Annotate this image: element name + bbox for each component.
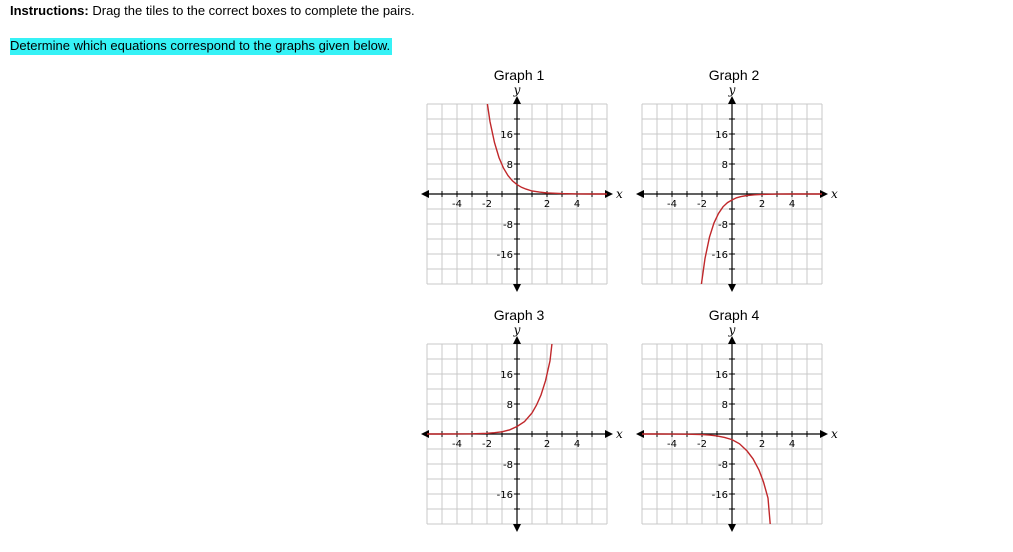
y-tick-label: 8: [506, 400, 513, 411]
x-tick-label: 2: [543, 439, 551, 450]
y-tick-label: -16: [711, 250, 728, 261]
x-tick-label: -2: [482, 199, 492, 210]
x-tick-label: -4: [667, 199, 677, 210]
x-tick-label: 4: [788, 439, 796, 450]
x-axis-label: x: [616, 187, 623, 201]
x-axis-right-arrow: [820, 430, 828, 438]
y-tick-label: -16: [711, 490, 728, 501]
y-tick-label: 8: [506, 160, 513, 171]
graph-title: Graph 2: [708, 67, 760, 83]
x-axis-right-arrow: [605, 430, 613, 438]
y-tick-label: 8: [721, 400, 728, 411]
x-tick-label: -2: [482, 439, 492, 450]
x-tick-label: 4: [788, 199, 796, 210]
x-tick-label: -2: [697, 439, 707, 450]
x-axis-left-arrow: [636, 190, 644, 198]
y-tick-label: -8: [503, 460, 513, 471]
y-tick-label: -16: [496, 250, 513, 261]
y-tick-label: 16: [500, 130, 513, 141]
graph-panel-2: [642, 67, 842, 307]
x-tick-label: 4: [573, 199, 581, 210]
instructions: [10, 3, 415, 19]
y-axis-label: y: [513, 323, 521, 337]
x-tick-label: -4: [452, 439, 462, 450]
y-tick-label: -8: [503, 220, 513, 231]
y-axis-down-arrow: [728, 524, 736, 532]
y-axis-up-arrow: [513, 96, 521, 104]
y-tick-label: -8: [718, 220, 728, 231]
y-axis-down-arrow: [513, 524, 521, 532]
graph-plot: [642, 67, 842, 307]
graph-title: Graph 3: [493, 307, 545, 323]
y-tick-label: -16: [496, 490, 513, 501]
question-prompt: Determine which equations correspond to the graphs given below.: [10, 38, 391, 53]
graph-panel-1: [427, 67, 627, 307]
graph-plot: [642, 307, 842, 547]
x-tick-label: -2: [697, 199, 707, 210]
instructions-lead: Instructions:: [10, 3, 89, 18]
y-axis-label: y: [728, 83, 736, 97]
y-tick-label: 16: [500, 370, 513, 381]
y-axis-up-arrow: [728, 96, 736, 104]
x-axis-label: x: [831, 187, 838, 201]
graph-title: Graph 1: [493, 67, 545, 83]
x-tick-label: -4: [667, 439, 677, 450]
x-axis-label: x: [831, 427, 838, 441]
x-tick-label: 2: [543, 199, 551, 210]
y-axis-up-arrow: [728, 336, 736, 344]
x-axis-label: x: [616, 427, 623, 441]
x-tick-label: 2: [758, 439, 766, 450]
y-axis-label: y: [513, 83, 521, 97]
x-axis-left-arrow: [421, 190, 429, 198]
y-tick-label: 8: [721, 160, 728, 171]
graph-plot: [427, 307, 627, 547]
y-axis-down-arrow: [513, 284, 521, 292]
y-axis-up-arrow: [513, 336, 521, 344]
y-axis-down-arrow: [728, 284, 736, 292]
graph-panel-3: [427, 307, 627, 547]
graph-panel-4: [642, 307, 842, 547]
y-tick-label: 16: [715, 130, 728, 141]
x-tick-label: 4: [573, 439, 581, 450]
instructions-text: Drag the tiles to the correct boxes to complete the pairs.: [88, 3, 415, 18]
y-tick-label: -8: [718, 460, 728, 471]
y-tick-label: 16: [715, 370, 728, 381]
y-axis-label: y: [728, 323, 736, 337]
graph-title: Graph 4: [708, 307, 760, 323]
x-tick-label: 2: [758, 199, 766, 210]
x-tick-label: -4: [452, 199, 462, 210]
graph-plot: [427, 67, 627, 307]
